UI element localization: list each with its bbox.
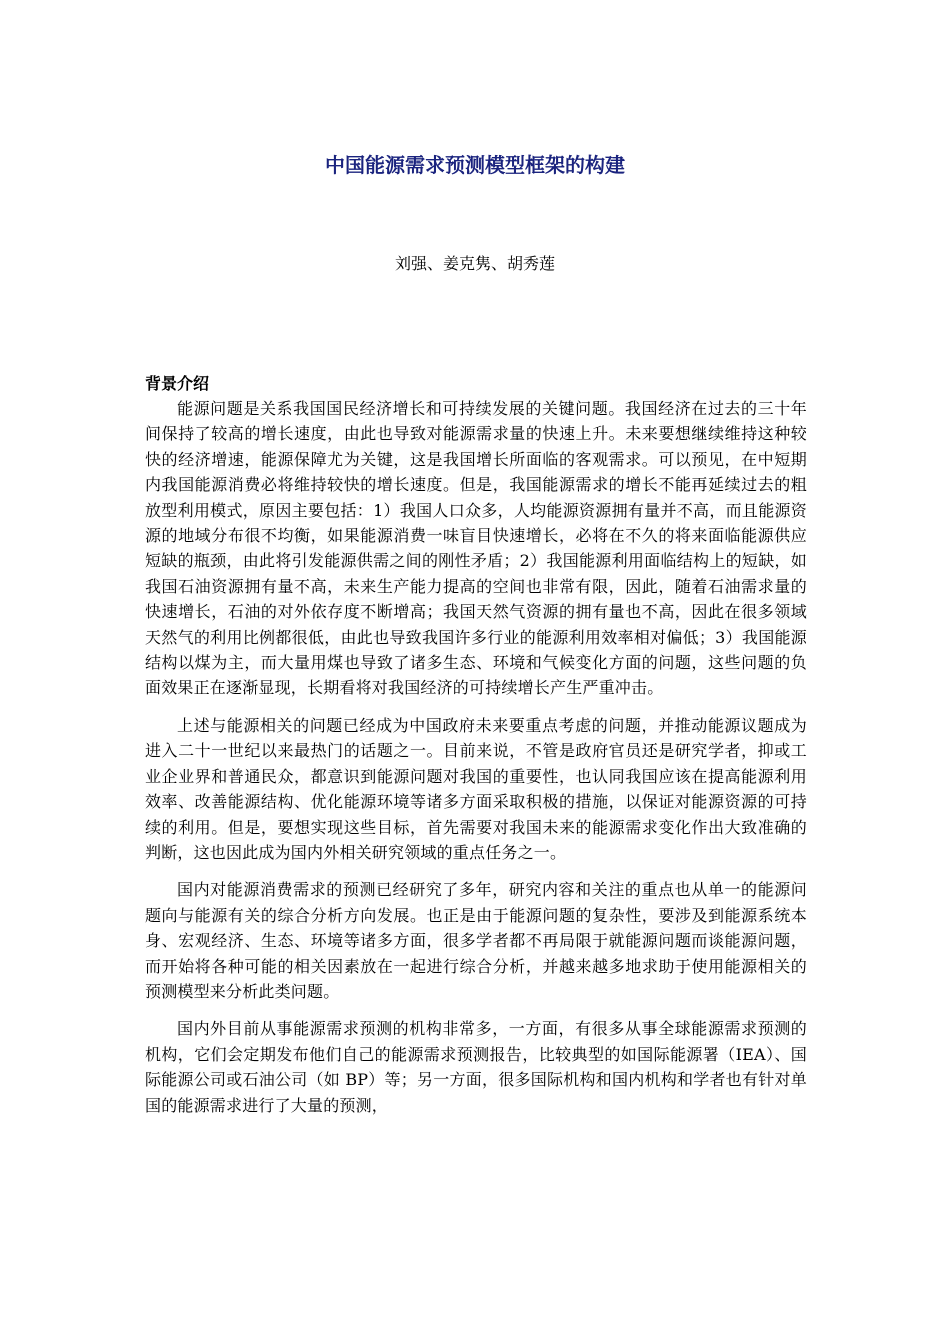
document-title: 中国能源需求预测模型框架的构建 [325, 153, 625, 178]
body-text [145, 396, 807, 1130]
paragraph: 能源问题是关系我国国民经济增长和可持续发展的关键问题。我国经济在过去的三十年间保持了较高的增长速度，由此也导致对能源需求量的快速上升。未来要想继续维持这种较快的经济增速，能源保障尤为关键，这是我国增长所面临的客观需求。可以预见，在中短期内我国能源消费必将维持较快的增长速度。但是，我国能源需求的增长不能再延续过去的粗放型利用模式，原因主要包括：1）我国人口众多，人均能源资源拥有量并不高，而且能源资源的地域分布很不均衡，如果能源消费一味盲目快速增长，必将在不久的将来面临能源供应短缺的瓶颈，由此将引发能源供需之间的刚性矛盾；2）我国能源利用面临结构上的短缺，如我国石油资源拥有量不高，未来生产能力提高的空间也非常有限，因此，随着石油需求量的快速增长，石油的对外依存度不断增高；我国天然气资源的拥有量也不高，因此在很多领域天然气的利用比例都很低，由此也导致我国许多行业的能源利用效率相对偏低；3）我国能源结构以煤为主，而大量用煤也导致了诸多生态、环境和气候变化方面的问题，这些问题的负面效果正在逐渐显现，长期看将对我国经济的可持续增长产生严重冲击。 [145, 399, 807, 698]
paragraph: 国内对能源消费需求的预测已经研究了多年，研究内容和关注的重点也从单一的能源问题向与能源有关的综合分析方向发展。也正是由于能源问题的复杂性，要涉及到能源系统本身、宏观经济、生态、环境等诸多方面，很多学者都不再局限于就能源问题而谈能源问题，而开始将各种可能的相关因素放在一起进行综合分析，并越来越多地求助于使用能源相关的预测模型来分析此类问题。 [145, 880, 807, 1001]
paragraph: 上述与能源相关的问题已经成为中国政府未来要重点考虑的问题，并推动能源议题成为进入二十一世纪以来最热门的话题之一。目前来说，不管是政府官员还是研究学者，抑或工业企业界和普通民众，都意识到能源问题对我国的重要性，也认同我国应该在提高能源利用效率、改善能源结构、优化能源环境等诸多方面采取积极的措施，以保证对能源资源的可持续的利用。但是，要想实现这些目标，首先需要对我国未来的能源需求变化作出大致准确的判断，这也因此成为国内外相关研究领域的重点任务之一。 [145, 715, 807, 862]
paragraph: 国内外目前从事能源需求预测的机构非常多，一方面，有很多从事全球能源需求预测的机构，它们会定期发布他们自己的能源需求预测报告，比较典型的如国际能源署（IEA）、国际能源公司或石油公司（如 BP）等；另一方面，很多国际机构和国内机构和学者也有针对单国的能源需求进行了大量的预测， [145, 1019, 807, 1115]
section-heading: 背景介绍 [145, 374, 210, 394]
author-list: 刘强、姜克隽、胡秀莲 [394, 254, 555, 273]
